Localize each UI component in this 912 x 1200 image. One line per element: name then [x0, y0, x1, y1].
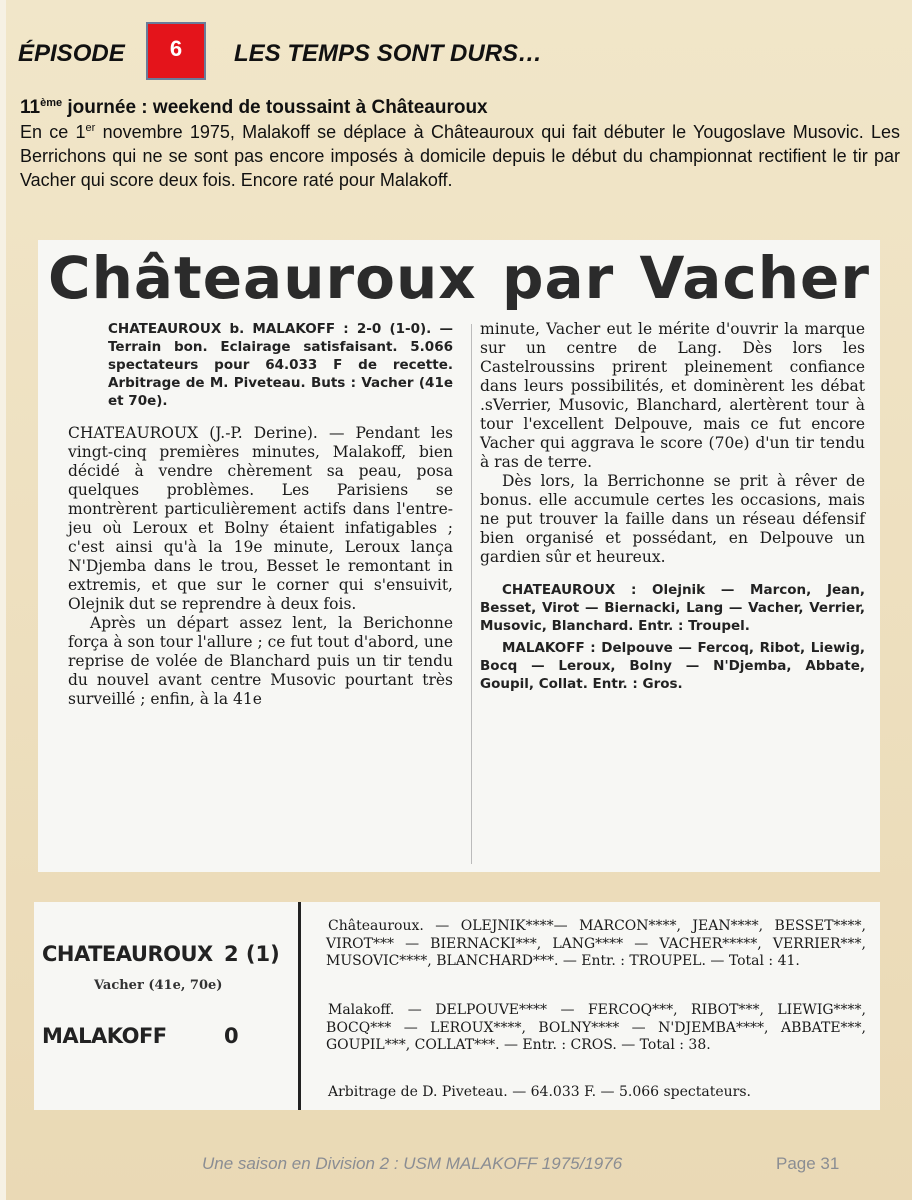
goal-scorers: Vacher (41e, 70e) [94, 978, 223, 993]
article-headline: Châteauroux par Vacher [48, 244, 870, 312]
lineup-chateauroux: CHATEAUROUX : Olejnik — Marcon, Jean, Besset, Virot — Biernacki, Lang — Vacher, Verrier, Musovic, Blanchard. Entr. : Troupel. [480, 582, 865, 634]
episode-title: LES TEMPS SONT DURS… [234, 40, 543, 67]
episode-label: ÉPISODE [18, 40, 125, 67]
player-ratings-home: Châteauroux. — OLEJNIK****— MARCON****, JEAN****, BESSET****, VIROT*** — BIERNACKI***, LANG**** — VACHER*****, VERRIER***, MUSOVIC****, BLANCHARD***. — Entr. : TROUPEL. — Total : 41. [326, 918, 866, 969]
away-team: MALAKOFF [42, 1024, 167, 1048]
lineup-malakoff: MALAKOFF : Delpouve — Fercoq, Ribot, Liewig, Bocq — Leroux, Bolny — N'Djemba, Abbate, Goupil, Collat. Entr. : Gros. [480, 640, 865, 692]
scorebox-clipping [34, 902, 880, 1110]
scorebox-divider [298, 902, 301, 1110]
referee-line: Arbitrage de D. Piveteau. — 64.033 F. — 5.066 spectateurs. [328, 1084, 751, 1100]
intro-section [20, 96, 900, 192]
episode-header [18, 22, 898, 82]
newspaper-article-clipping [38, 240, 880, 872]
article-paragraph: CHATEAUROUX (J.-P. Derine). — Pendant les vingt-cinq premières minutes, Malakoff, bien décidé à vendre chèrement sa peau, posa quelques problèmes. Les Parisiens se montrèrent particulièrement actifs dans l'entre-jeu où Leroux et Bolny étaient infatigables ; c'est ainsi qu'à la 19e minute, Leroux lança N'Djemba dans le trou, Besset le remontant in extremis, et que sur le corner qui s'ensuivit, Olejnik dut se reprendre à deux fois. [68, 424, 453, 613]
episode-number-badge [146, 22, 206, 80]
article-paragraph: minute, Vacher eut le mérite d'ouvrir la marque sur un centre de Lang. Dès lors les Castelroussins prirent pleinement confiance dans leurs possibilités, et dominèrent les débat .sVerrier, Musovic, Blanchard, alertèrent tour à tour l'excellent Delpouve, mais ce fut encore Vacher qui aggrava le score (70e) d'un tir tendu à ras de terre. [480, 320, 865, 471]
home-team: CHATEAUROUX [42, 942, 213, 966]
matchday-heading: 11ème journée : weekend de toussaint à Châteauroux [20, 97, 488, 118]
episode-number: 6 [169, 36, 183, 61]
player-ratings-away: Malakoff. — DELPOUVE**** — FERCOQ***, RIBOT***, LIEWIG****, BOCQ*** — LEROUX****, BOLNY**** — N'DJEMBA****, ABBATE***, GOUPIL***, COLLAT***. — Entr. : CROS. — Total : 38. [326, 1002, 866, 1053]
article-column-right [480, 320, 865, 693]
page-number: Page 31 [776, 1154, 840, 1173]
article-paragraph: Après un départ assez lent, la Berichonne força à son tour l'allure ; ce fut tout d'abord, une reprise de volée de Blanchard puis un tir tendu du nouvel avant centre Musovic pourtant très surveillé ; enfin, à la 41e [68, 614, 453, 708]
home-score: 2 (1) [224, 942, 280, 966]
page-edge [0, 0, 6, 1200]
footer-series-title: Une saison en Division 2 : USM MALAKOFF 1975/1976 [202, 1154, 623, 1173]
away-score: 0 [224, 1024, 239, 1048]
article-column-left [68, 320, 453, 709]
intro-paragraph: En ce 1er novembre 1975, Malakoff se déplace à Châteauroux qui fait débuter le Yougoslave Musovic. Les Berrichons qui ne se sont pas encore imposés à domicile depuis le début du championnat rectifient le tir par Vacher qui score deux fois. Encore raté pour Malakoff. [20, 122, 900, 190]
article-paragraph: Dès lors, la Berrichonne se prit à rêver de bonus. elle accumule certes les occasions, mais ne put trouver la faille dans un réseau défensif bien organisé et possédant, en Delpouve un gardien sûr et heureux. [480, 472, 865, 566]
column-divider [471, 324, 472, 864]
match-summary: CHATEAUROUX b. MALAKOFF : 2-0 (1-0). — Terrain bon. Eclairage satisfaisant. 5.066 spectateurs pour 64.033 F de recette. Arbitrage de M. Piveteau. Buts : Vacher (41e et 70e). [108, 321, 453, 409]
